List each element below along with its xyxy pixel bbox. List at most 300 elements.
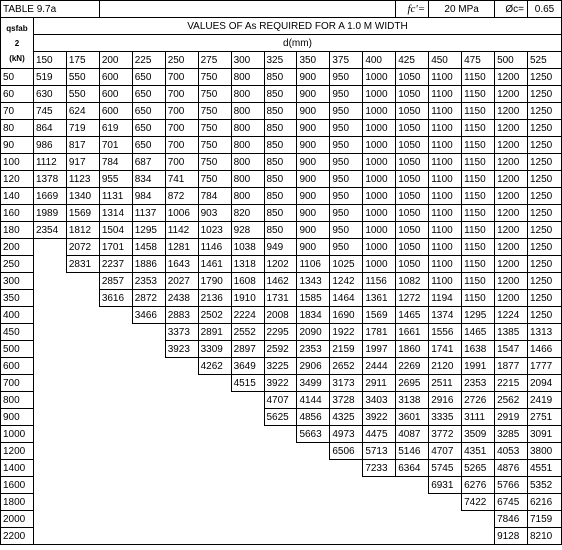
- as-value-cell: 1585: [297, 290, 330, 307]
- table-row: [1, 256, 562, 273]
- as-value-cell: [264, 426, 297, 443]
- as-value-cell: 2094: [528, 375, 562, 392]
- q-value-cell: 100: [1, 154, 34, 171]
- as-value-cell: 7422: [462, 494, 495, 511]
- as-value-cell: 950: [330, 86, 363, 103]
- q-value-cell: 450: [1, 324, 34, 341]
- as-value-cell: [99, 494, 132, 511]
- as-value-cell: 3091: [528, 426, 562, 443]
- as-value-cell: 2215: [495, 375, 528, 392]
- as-value-cell: 1465: [396, 307, 429, 324]
- as-value-cell: 850: [264, 120, 297, 137]
- as-value-cell: 1777: [528, 358, 562, 375]
- as-value-cell: [264, 511, 297, 528]
- fc-label: fc'=: [396, 1, 429, 18]
- q-value-cell: 180: [1, 222, 34, 239]
- as-value-cell: 700: [165, 86, 198, 103]
- as-value-cell: [198, 494, 231, 511]
- as-value-cell: 1200: [495, 290, 528, 307]
- as-value-cell: [297, 477, 330, 494]
- as-value-cell: [462, 528, 495, 545]
- row-axis-line2: 2: [14, 38, 20, 48]
- as-value-cell: 1250: [528, 103, 562, 120]
- depth-header-cell: 300: [231, 52, 264, 69]
- as-value-cell: [33, 290, 66, 307]
- as-value-cell: [66, 375, 99, 392]
- as-value-cell: 1050: [396, 154, 429, 171]
- as-value-cell: 1050: [396, 256, 429, 273]
- as-value-cell: 950: [330, 205, 363, 222]
- as-value-cell: [66, 494, 99, 511]
- as-value-cell: 624: [66, 103, 99, 120]
- as-value-cell: [132, 375, 165, 392]
- as-value-cell: 1050: [396, 69, 429, 86]
- as-value-cell: [297, 494, 330, 511]
- as-value-cell: 2831: [66, 256, 99, 273]
- as-value-cell: [33, 511, 66, 528]
- as-value-cell: [132, 477, 165, 494]
- as-value-cell: 1638: [462, 341, 495, 358]
- as-value-cell: 2353: [462, 375, 495, 392]
- as-value-cell: 745: [33, 103, 66, 120]
- as-value-cell: 750: [198, 137, 231, 154]
- q-value-cell: 700: [1, 375, 34, 392]
- as-value-cell: 1250: [528, 307, 562, 324]
- as-value-cell: 1000: [363, 154, 396, 171]
- as-value-cell: [231, 409, 264, 426]
- column-axis-header: d(mm): [33, 35, 561, 52]
- as-value-cell: 701: [99, 137, 132, 154]
- as-value-cell: 1082: [396, 273, 429, 290]
- as-value-cell: 1556: [429, 324, 462, 341]
- as-value-cell: 1250: [528, 290, 562, 307]
- as-value-cell: [198, 375, 231, 392]
- as-value-cell: [132, 443, 165, 460]
- as-value-cell: [165, 460, 198, 477]
- as-value-cell: [132, 392, 165, 409]
- as-value-cell: 1200: [495, 137, 528, 154]
- as-value-cell: 2027: [165, 273, 198, 290]
- as-value-cell: 2295: [264, 324, 297, 341]
- as-value-cell: 5625: [264, 409, 297, 426]
- table-row: [1, 222, 562, 239]
- as-value-cell: 1741: [429, 341, 462, 358]
- as-value-cell: 900: [297, 103, 330, 120]
- depth-header-cell: 225: [132, 52, 165, 69]
- as-value-cell: [33, 477, 66, 494]
- as-value-cell: 984: [132, 188, 165, 205]
- as-value-cell: 1025: [330, 256, 363, 273]
- as-value-cell: 4325: [330, 409, 363, 426]
- as-value-cell: [297, 511, 330, 528]
- depth-header-cell: 400: [363, 52, 396, 69]
- as-value-cell: 1150: [462, 154, 495, 171]
- as-value-cell: 4053: [495, 443, 528, 460]
- table-row: [1, 188, 562, 205]
- as-value-cell: 1250: [528, 239, 562, 256]
- table-title: TABLE 9.7a: [1, 1, 100, 18]
- as-value-cell: 2224: [231, 307, 264, 324]
- as-value-cell: [165, 375, 198, 392]
- as-value-cell: 1281: [165, 239, 198, 256]
- as-value-cell: 900: [297, 137, 330, 154]
- as-value-cell: [363, 511, 396, 528]
- as-value-cell: [396, 494, 429, 511]
- as-value-cell: [132, 409, 165, 426]
- table-row: [1, 443, 562, 460]
- as-value-cell: 950: [330, 154, 363, 171]
- as-value-cell: [33, 256, 66, 273]
- as-value-cell: 1860: [396, 341, 429, 358]
- as-value-cell: 6216: [528, 494, 562, 511]
- as-value-cell: 2897: [231, 341, 264, 358]
- phi-label: Øc=: [495, 1, 528, 18]
- as-value-cell: 1038: [231, 239, 264, 256]
- as-value-cell: [264, 477, 297, 494]
- as-value-cell: [396, 511, 429, 528]
- table-row: [1, 290, 562, 307]
- as-value-cell: 1343: [297, 273, 330, 290]
- row-axis-header: [1, 18, 34, 69]
- as-value-cell: 1250: [528, 273, 562, 290]
- as-value-cell: [330, 460, 363, 477]
- as-value-cell: 2353: [132, 273, 165, 290]
- as-value-cell: 1000: [363, 171, 396, 188]
- as-value-cell: 2090: [297, 324, 330, 341]
- as-value-cell: 1242: [330, 273, 363, 290]
- as-value-cell: 750: [198, 154, 231, 171]
- as-value-cell: 2891: [198, 324, 231, 341]
- q-value-cell: 350: [1, 290, 34, 307]
- as-value-cell: 1250: [528, 69, 562, 86]
- as-value-cell: 1295: [462, 307, 495, 324]
- as-value-cell: [99, 460, 132, 477]
- as-value-cell: 1123: [66, 171, 99, 188]
- as-value-cell: 2354: [33, 222, 66, 239]
- as-value-cell: 950: [330, 103, 363, 120]
- as-value-cell: 1050: [396, 86, 429, 103]
- as-value-cell: 1000: [363, 256, 396, 273]
- as-value-cell: 1200: [495, 120, 528, 137]
- as-value-cell: 1131: [99, 188, 132, 205]
- table-row: [1, 273, 562, 290]
- as-value-cell: 7233: [363, 460, 396, 477]
- as-value-cell: [165, 477, 198, 494]
- as-value-cell: 3373: [165, 324, 198, 341]
- as-value-cell: 1100: [429, 188, 462, 205]
- as-value-cell: 6931: [429, 477, 462, 494]
- as-value-cell: 928: [231, 222, 264, 239]
- as-value-cell: 1000: [363, 222, 396, 239]
- row-axis-line3: (kN): [9, 53, 25, 63]
- q-value-cell: 1400: [1, 460, 34, 477]
- as-value-cell: 1200: [495, 154, 528, 171]
- as-value-cell: 550: [66, 86, 99, 103]
- row-axis-line1: qsfab: [6, 23, 28, 33]
- as-value-cell: 1200: [495, 188, 528, 205]
- as-value-cell: 800: [231, 171, 264, 188]
- fc-value: 20 MPa: [429, 1, 495, 18]
- as-value-cell: 950: [330, 222, 363, 239]
- as-value-cell: 1669: [33, 188, 66, 205]
- as-value-cell: 950: [330, 171, 363, 188]
- as-value-cell: 1250: [528, 171, 562, 188]
- depth-header-cell: 350: [297, 52, 330, 69]
- table-row: [1, 86, 562, 103]
- as-value-cell: 1150: [462, 120, 495, 137]
- as-value-cell: 3225: [264, 358, 297, 375]
- as-value-cell: 1000: [363, 137, 396, 154]
- as-value-cell: 1313: [528, 324, 562, 341]
- as-value-cell: [66, 290, 99, 307]
- as-value-cell: 1781: [363, 324, 396, 341]
- as-value-cell: [165, 409, 198, 426]
- q-value-cell: 70: [1, 103, 34, 120]
- as-value-cell: 1569: [66, 205, 99, 222]
- as-value-cell: 1000: [363, 103, 396, 120]
- as-value-cell: 900: [297, 120, 330, 137]
- as-value-cell: [33, 358, 66, 375]
- as-value-cell: [66, 511, 99, 528]
- table-row: [1, 375, 562, 392]
- as-value-cell: 1100: [429, 273, 462, 290]
- as-value-cell: 2906: [297, 358, 330, 375]
- as-value-cell: [198, 460, 231, 477]
- as-value-cell: 2916: [429, 392, 462, 409]
- as-value-cell: [66, 273, 99, 290]
- as-value-cell: 3800: [528, 443, 562, 460]
- table-row: [1, 392, 562, 409]
- as-value-cell: [264, 460, 297, 477]
- as-value-cell: [132, 494, 165, 511]
- as-value-cell: 700: [165, 154, 198, 171]
- as-value-cell: 850: [264, 222, 297, 239]
- as-value-cell: 1466: [528, 341, 562, 358]
- as-value-cell: 1050: [396, 239, 429, 256]
- as-value-cell: [99, 341, 132, 358]
- q-value-cell: 2200: [1, 528, 34, 545]
- as-value-cell: 7159: [528, 511, 562, 528]
- as-value-cell: [429, 494, 462, 511]
- as-value-cell: 6745: [495, 494, 528, 511]
- as-value-cell: 4876: [495, 460, 528, 477]
- as-value-cell: 2120: [429, 358, 462, 375]
- as-value-cell: 1000: [363, 239, 396, 256]
- as-value-cell: 2652: [330, 358, 363, 375]
- depth-header-cell: 475: [462, 52, 495, 69]
- as-value-cell: [132, 341, 165, 358]
- depth-header-row: [1, 52, 562, 69]
- as-value-cell: 1790: [198, 273, 231, 290]
- as-value-cell: 750: [198, 120, 231, 137]
- as-value-cell: [99, 511, 132, 528]
- as-value-cell: 1006: [165, 205, 198, 222]
- as-value-cell: 3499: [297, 375, 330, 392]
- as-value-cell: 4475: [363, 426, 396, 443]
- as-value-cell: 2419: [528, 392, 562, 409]
- as-value-cell: 3466: [132, 307, 165, 324]
- as-value-cell: 4351: [462, 443, 495, 460]
- table-row: [1, 69, 562, 86]
- q-value-cell: 600: [1, 358, 34, 375]
- as-value-cell: 1910: [231, 290, 264, 307]
- as-value-cell: 750: [198, 171, 231, 188]
- as-value-cell: [330, 477, 363, 494]
- as-value-cell: 550: [66, 69, 99, 86]
- as-value-cell: 4144: [297, 392, 330, 409]
- as-value-cell: 2872: [132, 290, 165, 307]
- as-value-cell: 2438: [165, 290, 198, 307]
- as-value-cell: [66, 358, 99, 375]
- as-value-cell: 1250: [528, 205, 562, 222]
- table-row: [1, 460, 562, 477]
- as-value-cell: [198, 426, 231, 443]
- as-value-cell: 719: [66, 120, 99, 137]
- as-value-cell: 949: [264, 239, 297, 256]
- as-value-cell: 1050: [396, 171, 429, 188]
- as-value-cell: 2502: [198, 307, 231, 324]
- depth-header-cell: 275: [198, 52, 231, 69]
- as-value-cell: 820: [231, 205, 264, 222]
- main-header-row: [1, 18, 562, 35]
- as-value-cell: 986: [33, 137, 66, 154]
- as-value-cell: 1361: [363, 290, 396, 307]
- as-value-cell: 1050: [396, 137, 429, 154]
- as-value-cell: [264, 494, 297, 511]
- as-value-cell: [363, 477, 396, 494]
- as-value-cell: [66, 477, 99, 494]
- as-value-cell: [165, 494, 198, 511]
- as-value-cell: 2695: [396, 375, 429, 392]
- as-value-cell: 1690: [330, 307, 363, 324]
- as-value-cell: 1200: [495, 222, 528, 239]
- as-value-cell: 1250: [528, 86, 562, 103]
- as-value-cell: [330, 511, 363, 528]
- as-value-cell: 2857: [99, 273, 132, 290]
- as-value-cell: 700: [165, 120, 198, 137]
- as-value-cell: 1547: [495, 341, 528, 358]
- as-value-cell: 2269: [396, 358, 429, 375]
- as-value-cell: 1200: [495, 69, 528, 86]
- as-value-cell: 8210: [528, 528, 562, 545]
- as-value-cell: [231, 511, 264, 528]
- as-value-cell: 1000: [363, 120, 396, 137]
- as-value-cell: 650: [132, 120, 165, 137]
- as-value-cell: 4551: [528, 460, 562, 477]
- as-value-cell: 1000: [363, 205, 396, 222]
- as-value-cell: 1000: [363, 86, 396, 103]
- table-row: [1, 137, 562, 154]
- as-value-cell: 1150: [462, 69, 495, 86]
- as-value-cell: [429, 528, 462, 545]
- as-value-cell: 1150: [462, 273, 495, 290]
- as-value-cell: 1272: [396, 290, 429, 307]
- as-value-cell: [33, 273, 66, 290]
- table-row: [1, 341, 562, 358]
- as-value-cell: [264, 528, 297, 545]
- as-value-cell: 1100: [429, 205, 462, 222]
- depth-header-cell: 150: [33, 52, 66, 69]
- as-value-cell: 6506: [330, 443, 363, 460]
- as-value-cell: 3111: [462, 409, 495, 426]
- as-value-cell: 600: [99, 86, 132, 103]
- as-value-cell: 2444: [363, 358, 396, 375]
- as-value-cell: 2136: [198, 290, 231, 307]
- as-value-cell: 1250: [528, 120, 562, 137]
- as-value-cell: 5146: [396, 443, 429, 460]
- as-value-cell: 1250: [528, 256, 562, 273]
- as-value-cell: 1385: [495, 324, 528, 341]
- as-value-cell: 1465: [462, 324, 495, 341]
- as-value-cell: [231, 528, 264, 545]
- main-header: VALUES OF As REQUIRED FOR A 1.0 M WIDTH: [33, 18, 561, 35]
- as-value-cell: [231, 392, 264, 409]
- as-value-cell: 1200: [495, 171, 528, 188]
- as-value-cell: 1100: [429, 154, 462, 171]
- depth-header-cell: 525: [528, 52, 562, 69]
- as-value-cell: 6364: [396, 460, 429, 477]
- as-value-cell: [297, 443, 330, 460]
- as-value-cell: [99, 528, 132, 545]
- as-value-cell: [165, 528, 198, 545]
- as-value-cell: 1023: [198, 222, 231, 239]
- as-value-cell: [33, 460, 66, 477]
- as-value-cell: 850: [264, 69, 297, 86]
- as-value-cell: 3285: [495, 426, 528, 443]
- q-value-cell: 1800: [1, 494, 34, 511]
- as-value-cell: [198, 477, 231, 494]
- q-value-cell: 80: [1, 120, 34, 137]
- table-row: [1, 477, 562, 494]
- as-value-cell: [33, 239, 66, 256]
- column-axis-row: [1, 35, 562, 52]
- as-value-cell: 1701: [99, 239, 132, 256]
- as-value-cell: 1100: [429, 86, 462, 103]
- as-value-cell: 1250: [528, 137, 562, 154]
- q-value-cell: 50: [1, 69, 34, 86]
- depth-header-cell: 175: [66, 52, 99, 69]
- as-value-cell: 1100: [429, 239, 462, 256]
- as-value-cell: 5352: [528, 477, 562, 494]
- as-value-cell: [99, 409, 132, 426]
- as-value-cell: 4707: [264, 392, 297, 409]
- q-value-cell: 60: [1, 86, 34, 103]
- as-value-cell: 4087: [396, 426, 429, 443]
- as-value-cell: [165, 443, 198, 460]
- as-value-cell: 3922: [363, 409, 396, 426]
- as-value-cell: 1812: [66, 222, 99, 239]
- as-value-cell: [33, 494, 66, 511]
- as-value-cell: 864: [33, 120, 66, 137]
- q-value-cell: 160: [1, 205, 34, 222]
- as-value-cell: 1150: [462, 290, 495, 307]
- as-value-cell: 1997: [363, 341, 396, 358]
- as-value-cell: [132, 426, 165, 443]
- as-value-cell: 1200: [495, 256, 528, 273]
- as-value-cell: [33, 426, 66, 443]
- as-value-cell: 1142: [165, 222, 198, 239]
- as-value-cell: 3173: [330, 375, 363, 392]
- as-value-cell: 1194: [429, 290, 462, 307]
- as-value-cell: 1250: [528, 222, 562, 239]
- as-value-cell: 2159: [330, 341, 363, 358]
- as-value-cell: 1608: [231, 273, 264, 290]
- as-value-cell: [231, 477, 264, 494]
- as-value-cell: 1156: [363, 273, 396, 290]
- as-value-cell: 1200: [495, 239, 528, 256]
- q-value-cell: 1600: [1, 477, 34, 494]
- as-value-cell: 900: [297, 222, 330, 239]
